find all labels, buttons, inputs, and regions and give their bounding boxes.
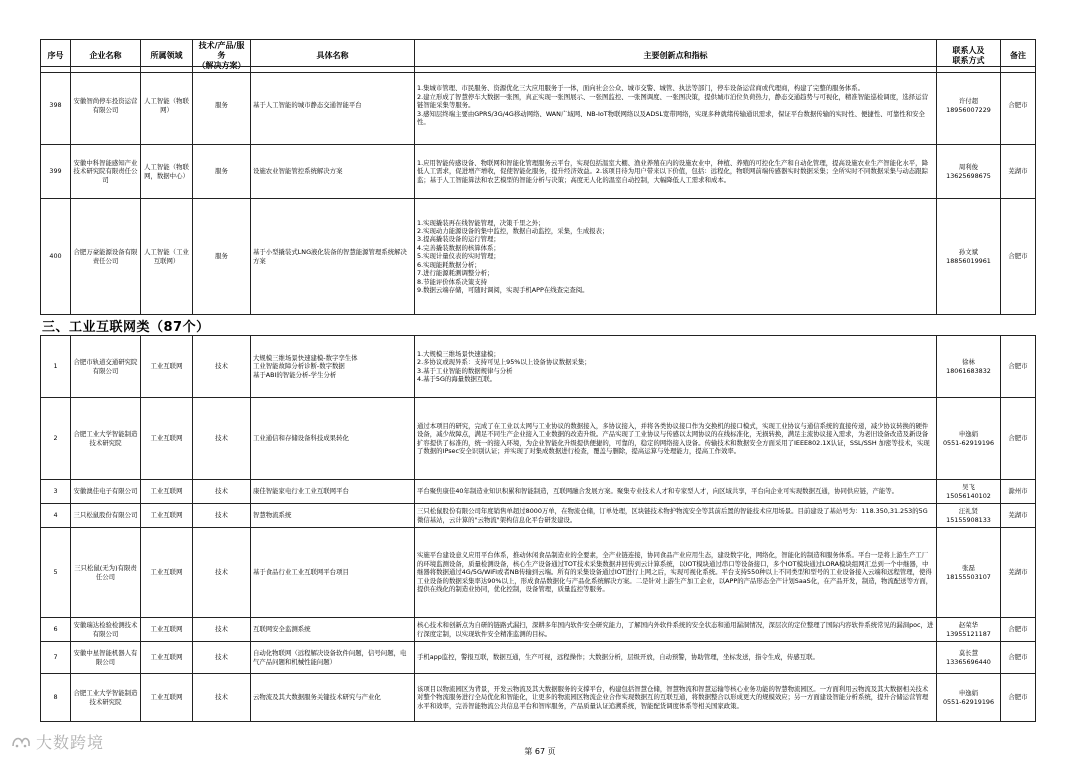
cell-company: 合肥市轨道交通研究院有限公司 bbox=[71, 336, 141, 398]
cell-no: 1 bbox=[41, 336, 71, 398]
cell-contact: 许付超 18956007229 bbox=[937, 67, 1001, 145]
cell-contact: 申逸娟 0551-62919196 bbox=[937, 674, 1001, 722]
table-row bbox=[41, 674, 1036, 722]
cell-no: 2 bbox=[41, 398, 71, 480]
cell-desc: 手机app监控，警报互联，数据互通，生产可视，远程操作；大数据分析，层级开放，自动预警，协助管理，坐标发送，指令生成，传感互联。 bbox=[415, 642, 937, 674]
cell-company: 安徽澳佳电子有限公司 bbox=[71, 480, 141, 504]
cell-no: 5 bbox=[41, 528, 71, 618]
cell-contact: 张磊 18155503107 bbox=[937, 528, 1001, 618]
cell-name: 大规模三维场景快速建模-数字孪生体 工业智能故障分析诊断-数字数据 基于ABI的智能分析-学生分析 bbox=[251, 336, 415, 398]
cell-desc: 实施平台建设意义应用平台体系，推动休闲食品制造业的全要素，全产业链连接，协同食品产业应用生态，建设数字化，网络化，智能化的制造和服务体系。平台一是将上游生产工厂的环境监测设备，质量检测设备，核心生产设备通过TOT技术采集数据并回传到云计算系统，以IOT模块通过串口等设备接口，多个IOT模块通过LORA模块组网汇总到一个中继器，中继器将数据通过4G/5G/WiFi或者NB传输到云端。所有的采集设备通过IOT进行上网之后，实现可视化系统。平台支持550种以上不同类型和型号的工业设备接入云端和远程管理，使得工业设备的数据采集率达90%以上，形成食品数据化与产品化系统解决方案。二是针对上游生产加工企业，以APP的产品形态全产计划SaaS化，在产品开发，制造，物流配送等方面，提供在线化的制造业协同，优化控制，设备管理，质量监控等服务。 bbox=[415, 528, 937, 618]
cell-contact: 申逸娟 0551-62919196 bbox=[937, 398, 1001, 480]
cell-contact: 吴飞 15056140102 bbox=[937, 480, 1001, 504]
cell-note: 合肥市 bbox=[1001, 618, 1036, 642]
cell-desc: 通过本项目的研究，完成了在工业以太网与工业协议的数据接入，多协议接入，并将各类协议接口作为交换机的接口模式，实现工业协议与通信系统的直接传递，减少协议转换的硬件设备，减少故障点，满足不同生产企业接入工业数据的改造升级。产品实现了工业协议与传感以太网协议的在线标准化，无损转换，满足主流协议接入需求，为老旧设备改造及新设备扩容提供了标准的，统一的接入环境，为企业智能化升级提供便捷的，可靠的，稳定的网络接入设备。传输技术和数据安全方面采用了IEEE802.1X认证，SSL/SSH 加密等技术，实现了数据的IPsec安全识别认证；并实现了对集成数据进行检查，覆盖与删除，提高运算与处理能力，提高工作效率。 bbox=[415, 398, 937, 480]
cell-field: 工业互联网 bbox=[141, 336, 193, 398]
cell-no: 8 bbox=[41, 674, 71, 722]
col-header-field: 所属领域 bbox=[141, 40, 193, 73]
col-header-type: 技术/产品/服务 （解决方案） bbox=[193, 40, 251, 73]
table-row bbox=[41, 480, 1036, 504]
cell-field: 人工智能（工业互联网） bbox=[141, 199, 193, 315]
cell-type: 服务 bbox=[193, 145, 251, 199]
cell-no: 398 bbox=[41, 67, 71, 145]
cell-desc: 1.集城市管理、市民服务、资源优化三大应用服务于一体，面向社会公众、城市交警、城管、执法等部门，停车设备运营商或代理商，构建了完整的服务体系。 2.建立形成了智慧停车大数据一张图，真正实现一张图展示、一张图监控、一张图调度、一张图决策，提供城市泊位负荷热力，静态交通趋势与可视化，精准智能巡检调度，选择运营链智能采集等服务。 3.感知层终端主要由GPRS/3G/4G移动网络、WAN广域网、NB-IoT物联网络以及ADSL宽带网络，实现多种就绪传输通讯需求，保证平台数据传输的实时性、便捷性、可靠性和安全性。 bbox=[415, 67, 937, 145]
col-header-company: 企业名称 bbox=[71, 40, 141, 73]
table-row bbox=[41, 67, 1036, 145]
cell-desc: 核心技术和创新点为自研的链路式漏扫，深耕多年国内软件安全研究能力，了解国内外软件系统的安全状态和通用漏洞情况，深层次的定位整理了国际内容软件系统常见的漏洞poc，进行深度定制，以实现软件安全精准监测的目标。 bbox=[415, 618, 937, 642]
table-row bbox=[41, 504, 1036, 528]
cell-type: 技术 bbox=[193, 618, 251, 642]
cell-name: 基于人工智能的城市静态交通智能平台 bbox=[251, 67, 415, 145]
cell-note: 芜湖市 bbox=[1001, 145, 1036, 199]
col-header-no: 序号 bbox=[41, 40, 71, 73]
cell-field: 工业互联网 bbox=[141, 674, 193, 722]
section-title: 三、工业互联网类（87个） bbox=[42, 320, 210, 335]
cell-no: 7 bbox=[41, 642, 71, 674]
cell-field: 人工智能（物联网） bbox=[141, 67, 193, 145]
cell-company: 合肥万豪能源设备有限责任公司 bbox=[71, 199, 141, 315]
cell-contact: 赵荣华 13955121187 bbox=[937, 618, 1001, 642]
cell-note: 合肥市 bbox=[1001, 67, 1036, 145]
col-header-contact: 联系人及 联系方式 bbox=[937, 40, 1001, 73]
table-bottom bbox=[40, 335, 1036, 722]
cell-name: 互联网安全监测系统 bbox=[251, 618, 415, 642]
cell-contact: 周利俊 13625698675 bbox=[937, 145, 1001, 199]
cell-note: 合肥市 bbox=[1001, 642, 1036, 674]
cell-field: 工业互联网 bbox=[141, 618, 193, 642]
cell-field: 工业互联网 bbox=[141, 528, 193, 618]
cell-type: 技术 bbox=[193, 398, 251, 480]
cell-company: 安徽智尚停车投资运营有限公司 bbox=[71, 67, 141, 145]
cell-company: 安徽中星智能机器人有限公司 bbox=[71, 642, 141, 674]
cell-company: 安徽瑞达检验检测技术有限公司 bbox=[71, 618, 141, 642]
cell-name: 自动化物联网（远程解决设备软件问题，信号问题，电气产品问题和机械性能问题） bbox=[251, 642, 415, 674]
cell-company: 安徽中科智能感知产业技术研究院有限责任公司 bbox=[71, 145, 141, 199]
cell-desc: 1.应用智能传感设备、物联网和智能化管理服务云平台，实现包括温室大棚、渔业养殖在内的设施农业中，种植、养殖的可控化生产和自动化管理，提高设施农业生产智能化水平，降低人工需求，促进增产增收，促使智能化服务，提升经济效益。2.该项目待为用户带来以下价值，包括：远程化，物联网前端传感器实时数据采集；全所实时不同数据采集与动态跟踪监；基于人工智能算法和农艺模型的智能分析与决策；高度无人化的温室自动控制，大幅降低人工需求和成本。 bbox=[415, 145, 937, 199]
cell-desc: 三只松鼠股份有限公司年度销售单超过8000万单，在物流仓储，订单处理，区块链技术物护物流安全等其前后置的智能技术应用场景。目前建设了基站号为：118.350,31.253的5G微信基站，云计算的"云物流"架构信息化平台研发建设。 bbox=[415, 504, 937, 528]
cell-no: 400 bbox=[41, 199, 71, 315]
cell-name: 康佳智能家电行业工业互联网平台 bbox=[251, 480, 415, 504]
cell-name: 基于食品行业工业互联网平台项目 bbox=[251, 528, 415, 618]
table-row bbox=[41, 618, 1036, 642]
cell-note: 合肥市 bbox=[1001, 199, 1036, 315]
cell-type: 技术 bbox=[193, 674, 251, 722]
cell-company: 合肥工业大学智能制造技术研究院 bbox=[71, 398, 141, 480]
cell-contact: 孙文斌 18856019961 bbox=[937, 199, 1001, 315]
table-row bbox=[41, 398, 1036, 480]
cell-company: 三只松鼠股份有限公司 bbox=[71, 504, 141, 528]
cell-field: 工业互联网 bbox=[141, 642, 193, 674]
cell-note: 合肥市 bbox=[1001, 398, 1036, 480]
table-row bbox=[41, 145, 1036, 199]
cell-name: 工业通信和存储设备科技成果转化 bbox=[251, 398, 415, 480]
watermark bbox=[10, 730, 104, 753]
cell-desc: 1.实现撬装再在线智能管理，决策千里之外； 2.实现动力能源设备的集中监控，数据自动监控，采集，生成报表； 3.提高撬装设备的运行管理； 4.完善撬装数据的核算体系； 5.实现计量仪表的实时管理； 6.实现能耗数据分析； 7.进行能源耗测调整分析； 8.节能评价体系决策支持 9.数据云端存储，可随时调阅，实现手机APP在线查完查阅。 bbox=[415, 199, 937, 315]
col-header-note: 备注 bbox=[1001, 40, 1036, 73]
cell-note: 芜湖市 bbox=[1001, 528, 1036, 618]
table-row bbox=[41, 528, 1036, 618]
cell-name: 智慧物流系统 bbox=[251, 504, 415, 528]
cell-field: 工业互联网 bbox=[141, 504, 193, 528]
cell-no: 6 bbox=[41, 618, 71, 642]
cell-note: 合肥市 bbox=[1001, 336, 1036, 398]
cell-type: 服务 bbox=[193, 199, 251, 315]
table-row bbox=[41, 336, 1036, 398]
cell-name: 基于小型撬装式LNG液化装备的智慧能源管理系统解决方案 bbox=[251, 199, 415, 315]
cell-type: 技术 bbox=[193, 528, 251, 618]
col-header-desc: 主要创新点和指标 bbox=[415, 40, 937, 73]
cell-field: 工业互联网 bbox=[141, 398, 193, 480]
cell-company: 合肥工业大学智能制造技术研究院 bbox=[71, 674, 141, 722]
cell-no: 4 bbox=[41, 504, 71, 528]
cell-type: 技术 bbox=[193, 642, 251, 674]
cell-note: 滁州市 bbox=[1001, 480, 1036, 504]
cell-company: 三只松鼠(无为)有限责任公司 bbox=[71, 528, 141, 618]
table-row bbox=[41, 642, 1036, 674]
cell-desc: 平台聚焦康佳40年制造业知识积累和智能制造，互联网融合发展方案。聚集专业技术人才和专家型人才，向区域共享，平台向企业可实现数据互通，协同供应链，产能等。 bbox=[415, 480, 937, 504]
cell-contact: 汪礼贤 15155908133 bbox=[937, 504, 1001, 528]
cell-type: 服务 bbox=[193, 67, 251, 145]
table-row bbox=[41, 199, 1036, 315]
cell-desc: 1.大规模三维场景快速建模； 2.多协议或现异系：支持可见上95%以上设备协议数据采集； 3.基于工业智能的数据规律与分析 4.基于5G的海量数据互联。 bbox=[415, 336, 937, 398]
watermark-text: 大数跨境 bbox=[36, 733, 105, 752]
cell-desc: 该项目以物流园区为背景，开发云物流及其大数据服务的支撑平台，构建包括智慧仓储，智慧物流和智慧运输等核心业务功能的智慧物流园区。一方面利用云物流及其大数据相关技术对整个物流服务进行全局优化和智能化，让更多的物流园区物流企业合作实现数据互的互联互通，将数据整合以形成更大的规模效应；另一方面建设智能分析系统，提升合储运营管理水平和效率，完善智能物流公共信息平台和智库服务，产品质量认证追溯系统，智能配货调度体系等相关国家政策。 bbox=[415, 674, 937, 722]
col-header-name: 具体名称 bbox=[251, 40, 415, 73]
cell-contact: 莫长慧 13365696440 bbox=[937, 642, 1001, 674]
cell-type: 技术 bbox=[193, 336, 251, 398]
cell-no: 3 bbox=[41, 480, 71, 504]
cell-note: 芜湖市 bbox=[1001, 504, 1036, 528]
watermark-logo-icon bbox=[10, 734, 32, 750]
cell-contact: 徐林 18061683832 bbox=[937, 336, 1001, 398]
cell-name: 设施农业智能管控系统解决方案 bbox=[251, 145, 415, 199]
cell-note: 合肥市 bbox=[1001, 674, 1036, 722]
cell-type: 技术 bbox=[193, 504, 251, 528]
page-number: 第 67 页 bbox=[524, 747, 556, 756]
cell-field: 人工智能（物联网，数据中心） bbox=[141, 145, 193, 199]
cell-type: 技术 bbox=[193, 480, 251, 504]
cell-no: 399 bbox=[41, 145, 71, 199]
cell-field: 工业互联网 bbox=[141, 480, 193, 504]
table-top bbox=[40, 66, 1036, 315]
cell-name: 云物流及其大数据服务关键技术研究与产业化 bbox=[251, 674, 415, 722]
